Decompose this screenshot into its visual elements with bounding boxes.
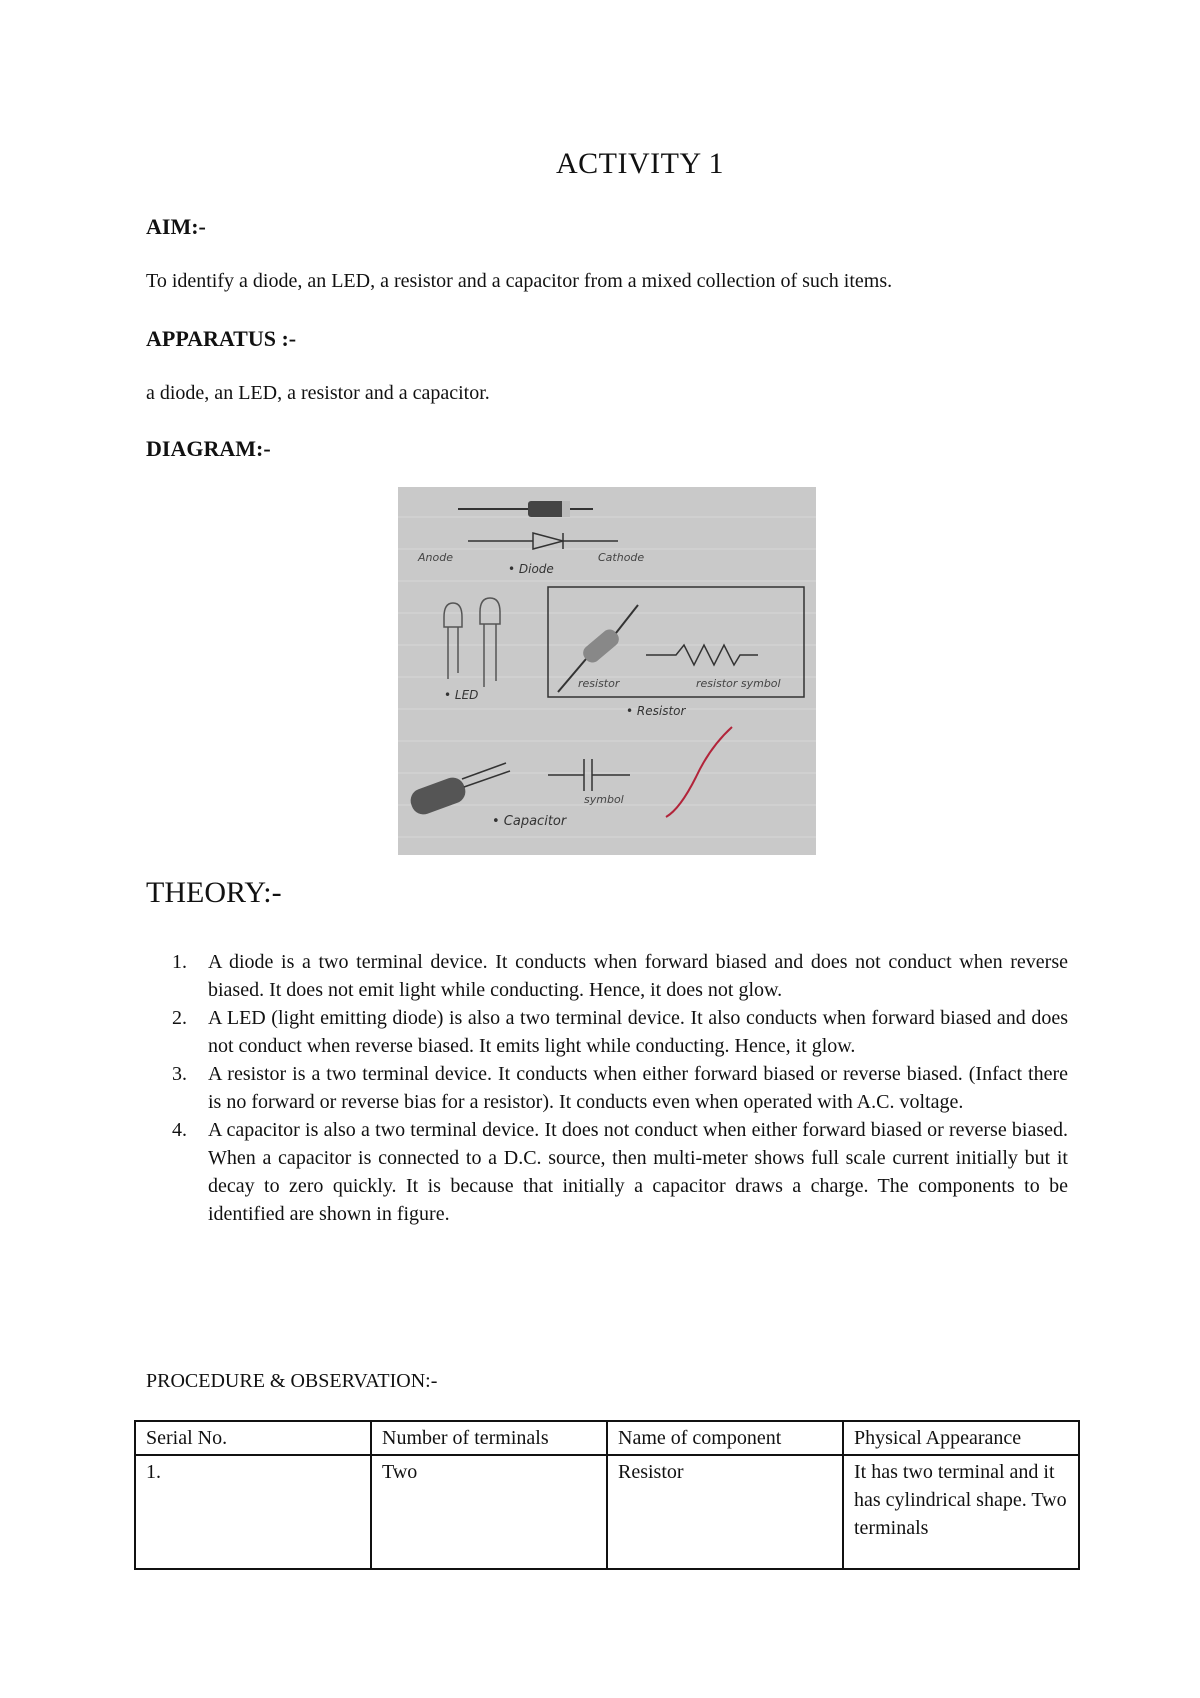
led-label: • LED [444,688,479,702]
anode-label: Anode [418,551,453,564]
cathode-label: Cathode [598,551,645,564]
theory-item [168,1060,1068,1116]
theory-item [168,1004,1068,1060]
apparatus-text: a diode, an LED, a resistor and a capacitor. [146,382,490,404]
apparatus-heading: APPARATUS :- [146,326,297,351]
theory-item-text: A LED (light emitting diode) is also a two terminal device. It also conducts when forward biased and does not conduct when reverse biased. It emits light while conducting. Hence, it glow. [208,1007,1068,1057]
resistor-drawing-label: resistor [578,677,620,690]
theory-item-number: 3. [172,1063,187,1085]
table-header-component: Name of component [607,1421,843,1455]
table-cell: It has two terminal and it has cylindrical shape. Two terminals [843,1455,1079,1569]
observation-table [134,1420,1080,1570]
diode-drawing [458,501,618,549]
symbol-label: symbol [584,793,624,806]
table-header-appearance: Physical Appearance [843,1421,1079,1455]
theory-item-number: 2. [172,1007,187,1029]
table-row [135,1455,1079,1569]
table-header-row [135,1421,1079,1455]
capacitor-label: • Capacitor [492,814,567,829]
resistor-symbol-label: resistor symbol [696,677,781,690]
capacitor-drawing [407,759,630,818]
led-drawing [444,598,500,687]
theory-list [168,948,1068,1228]
theory-item-text: A capacitor is also a two terminal device. It does not conduct when either forward biased or reverse biased. When a capacitor is connected to a D.C. source, then multi-meter shows full scale current initially but it decay to zero quickly. It is because that initially a capacitor draws a charge. The components to be identified are shown in figure. [208,1119,1068,1225]
theory-item-number: 4. [172,1119,187,1141]
theory-item [168,1116,1068,1228]
diode-label: • Diode [508,562,554,576]
aim-heading: AIM:- [146,214,206,239]
diagram-heading: DIAGRAM:- [146,436,271,461]
theory-item-number: 1. [172,951,187,973]
theory-item-text: A diode is a two terminal device. It conducts when forward biased and does not conduct when reverse biased. It does not emit light while conducting. Hence, it does not glow. [208,951,1068,1001]
theory-heading: THEORY:- [146,876,282,909]
procedure-heading: PROCEDURE & OBSERVATION:- [146,1370,438,1392]
page-title: ACTIVITY 1 [555,147,725,180]
resistor-label: • Resistor [626,704,686,718]
theory-item-text: A resistor is a two terminal device. It conducts when either forward biased or reverse biased. (Infact there is no forward or reverse bias for a resistor). It conducts even when operated with A.C. voltage. [208,1063,1068,1113]
table-cell: Resistor [607,1455,843,1569]
theory-item [168,948,1068,1004]
table-cell: 1. [135,1455,371,1569]
table-header-serial: Serial No. [135,1421,371,1455]
diagram-photo [398,487,816,855]
table-header-terminals: Number of terminals [371,1421,607,1455]
table-cell: Two [371,1455,607,1569]
aim-text: To identify a diode, an LED, a resistor and a capacitor from a mixed collection of such items. [146,270,893,292]
